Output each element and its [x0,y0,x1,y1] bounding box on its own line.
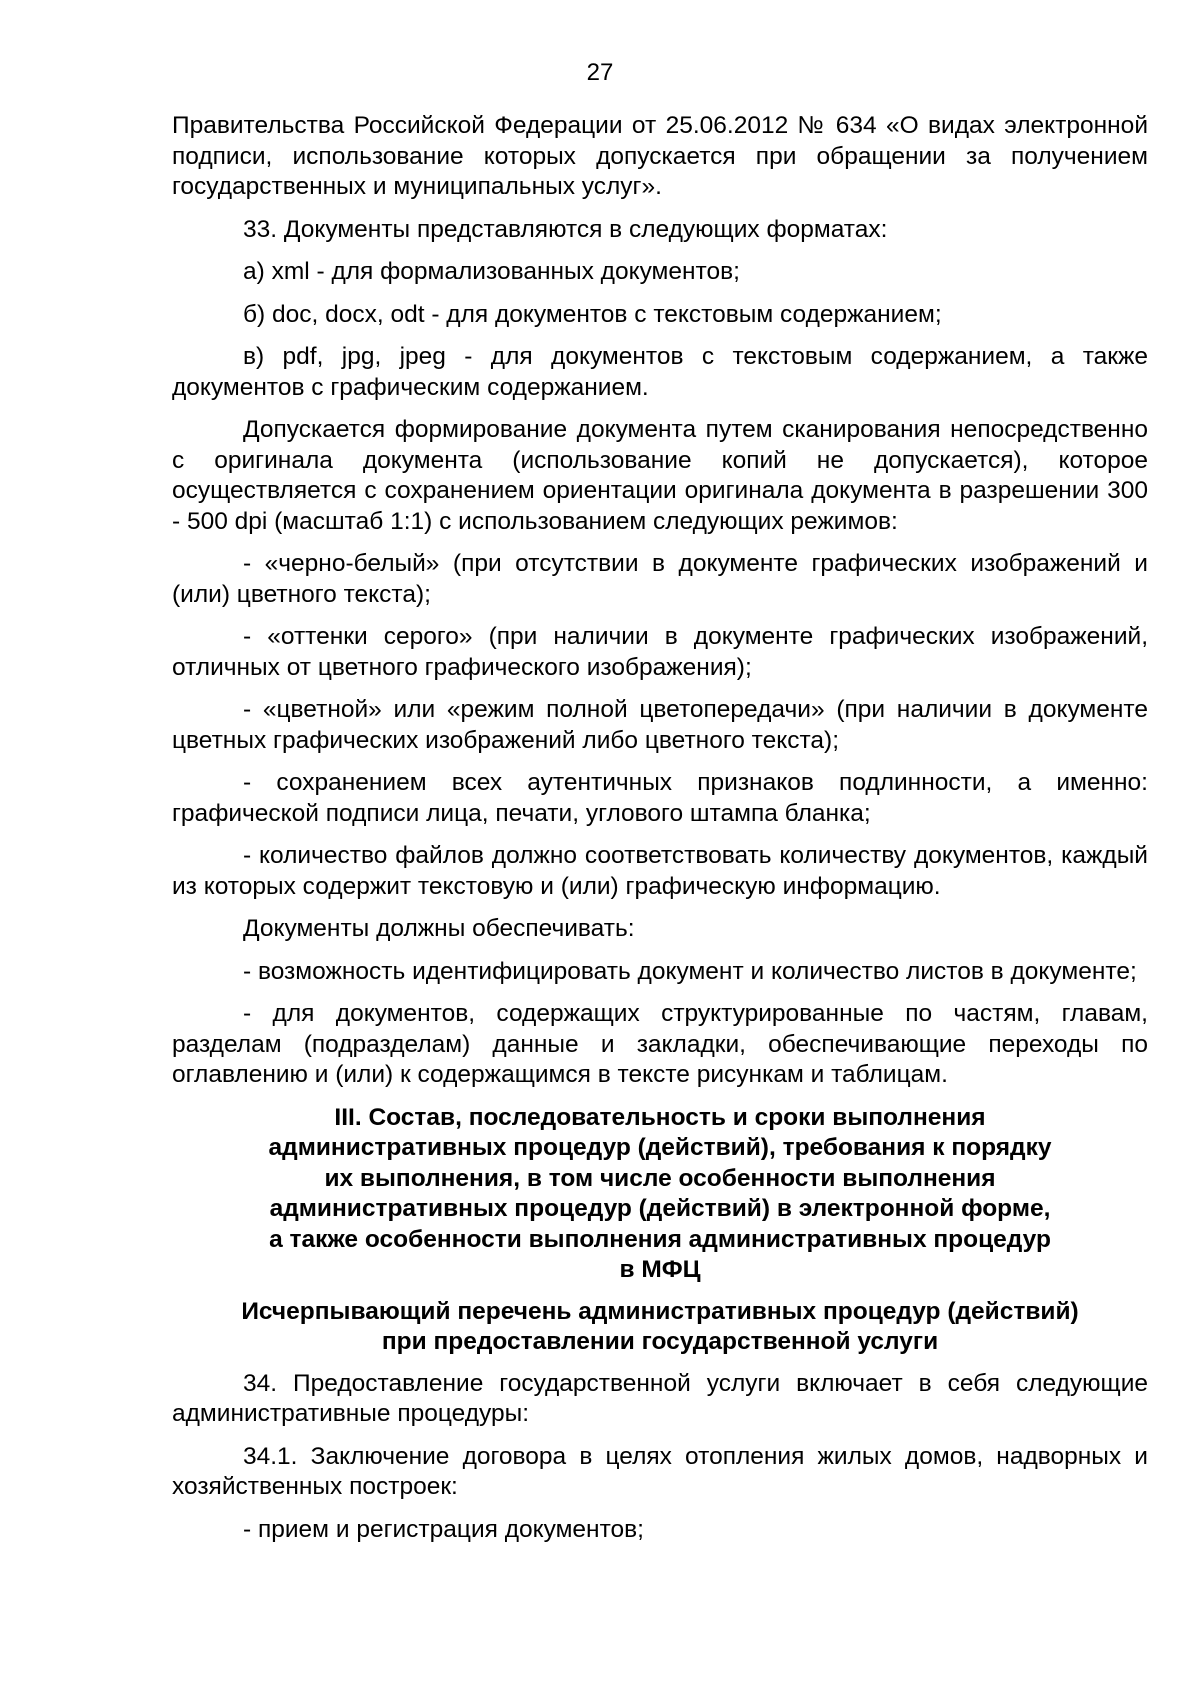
section-heading-line: а также особенности выполнения административных процедур [269,1225,1051,1253]
paragraph: - сохранением всех аутентичных признаков подлинности, а именно: графической подписи лица, печати, углового штампа бланка; [172,769,1148,827]
paragraph: Правительства Российской Федерации от 25.06.2012 № 634 «О видах электронной подписи, использование которых допускается при обращении за получением государственных и муниципальных услуг». [172,112,1148,200]
paragraph: - для документов, содержащих структурированные по частям, главам, разделам (подразделам) данные и закладки, обеспечивающие переходы по оглавлению и (или) к содержащимся в тексте рисункам и таблицам. [172,1000,1148,1088]
section-heading-line: их выполнения, в том числе особенности выполнения [324,1164,996,1192]
section-heading-line: в МФЦ [619,1256,701,1283]
paragraph: - «оттенки серого» (при наличии в документе графических изображений, отличных от цветного графического изображения); [172,623,1148,681]
document-body [172,111,1148,1557]
paragraph: - возможность идентифицировать документ и количество листов в документе; [243,957,1137,985]
paragraph: а) xml - для формализованных документов; [243,258,740,285]
subsection-heading [172,1297,1148,1358]
section-heading [172,1103,1148,1286]
subsection-heading-line: Исчерпывающий перечень административных процедур (действий) [241,1297,1079,1325]
paragraph: 34.1. Заключение договора в целях отопления жилых домов, надворных и хозяйственных построек: [172,1442,1148,1500]
paragraph: - количество файлов должно соответствовать количеству документов, каждый из которых содержит текстовую и (или) графическую информацию. [172,842,1148,900]
paragraph: Документы должны обеспечивать: [243,915,635,942]
page-number: 27 [586,59,614,86]
paragraph: - «черно-белый» (при отсутствии в документе графических изображений и (или) цветного текста); [172,550,1148,608]
subsection-heading-line: при предоставлении государственной услуги [381,1328,939,1355]
section-heading-line: III. Состав, последовательность и сроки выполнения [334,1103,986,1131]
paragraph: 33. Документы представляются в следующих форматах: [243,215,888,243]
paragraph: Допускается формирование документа путем сканирования непосредственно с оригинала документа (использование копий не допускается), которое осуществляется с сохранением ориентации оригинала документа в разрешении 300 - 500 dpi (масштаб 1:1) с использованием следующих режимов: [172,416,1148,535]
section-heading-line: административных процедур (действий) в электронной форме, [269,1195,1051,1222]
paragraph: 34. Предоставление государственной услуги включает в себя следующие административные процедуры: [172,1369,1148,1427]
section-heading-line: административных процедур (действий), требования к порядку [268,1134,1052,1161]
paragraph: б) doc, docx, odt - для документов с текстовым содержанием; [243,300,942,328]
paragraph: - «цветной» или «режим полной цветопередачи» (при наличии в документе цветных графических изображений либо цветного текста); [172,696,1148,754]
paragraph: - прием и регистрация документов; [243,1515,644,1543]
paragraph: в) pdf, jpg, jpeg - для документов с текстовым содержанием, а также документов с графическим содержанием. [172,343,1148,401]
